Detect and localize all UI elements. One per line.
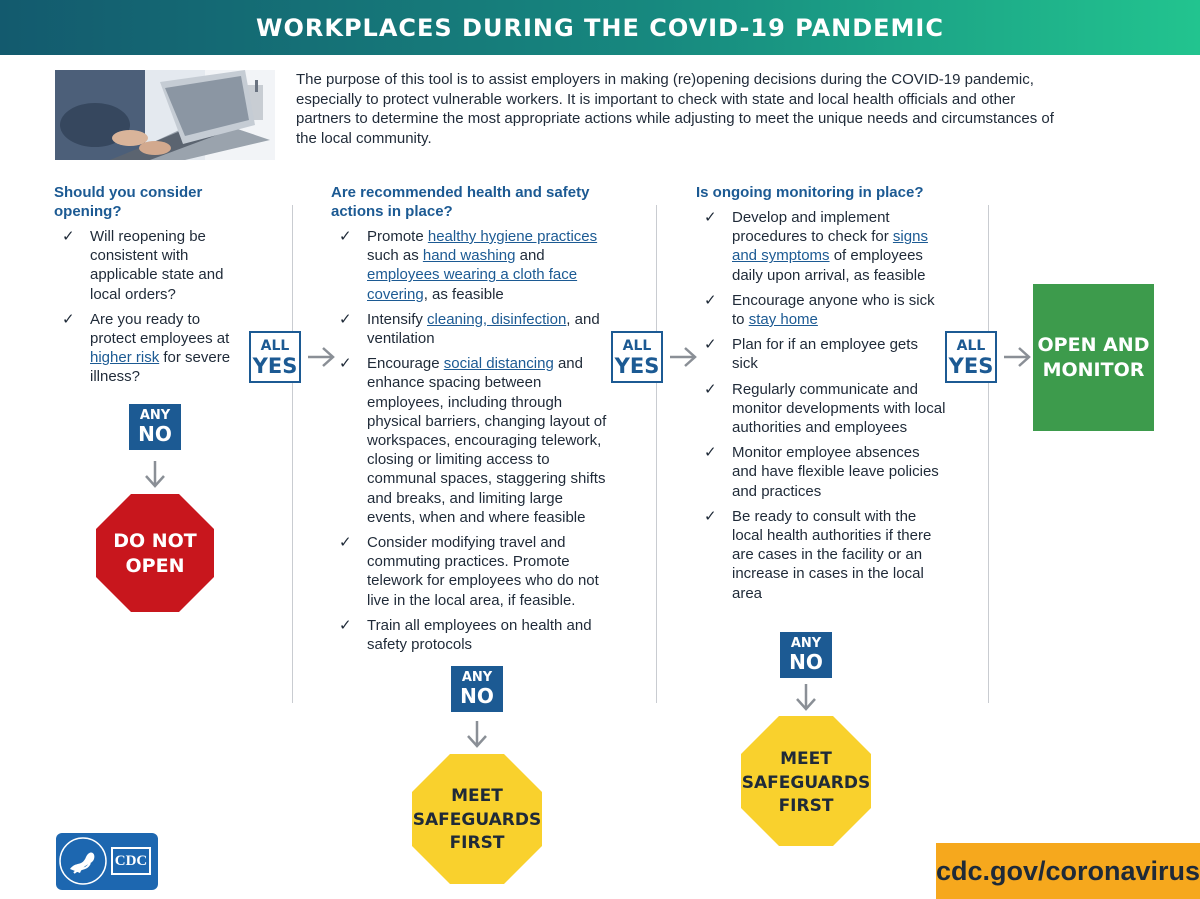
- stop-text: OPEN: [125, 555, 185, 577]
- item-text: Are you ready to protect employees at: [90, 310, 230, 348]
- item-text: Intensify: [367, 310, 428, 328]
- col3-checklist: [696, 208, 946, 609]
- column-divider: [656, 205, 657, 703]
- safeguards-text: SAFEGUARDS: [412, 809, 542, 830]
- list-item: [54, 310, 249, 387]
- all-yes-label: ALL: [956, 338, 986, 354]
- open-label: MONITOR: [1042, 358, 1145, 381]
- right-arrow-icon: [1002, 346, 1032, 368]
- stay-home-link[interactable]: stay home: [748, 311, 818, 329]
- hygiene-link[interactable]: healthy hygiene practices: [427, 228, 598, 245]
- item-text: and: [515, 247, 545, 265]
- safeguards-text: MEET: [780, 749, 832, 769]
- list-item: [696, 507, 946, 603]
- check-icon: ✓: [339, 534, 352, 552]
- check-icon: ✓: [339, 228, 352, 245]
- item-text: Monitor employee absences and have flexible leave policies and practices: [732, 444, 939, 500]
- check-icon: ✓: [704, 291, 717, 309]
- stop-text: DO NOT: [113, 530, 197, 552]
- list-item: [696, 291, 946, 329]
- item-text: of employees daily upon arrival, as feasible: [732, 247, 926, 284]
- meet-safeguards-label: [412, 785, 542, 856]
- item-text: such as: [367, 247, 423, 265]
- all-yes-label: ALL: [260, 338, 290, 354]
- page-title: WORKPLACES DURING THE COVID-19 PANDEMIC: [256, 13, 944, 42]
- col3-title: Is ongoing monitoring in place?: [696, 184, 924, 201]
- any-no-label: ANY: [139, 408, 171, 423]
- item-text: Plan for if an employee gets sick: [732, 336, 918, 373]
- list-item: [331, 354, 609, 527]
- all-yes-label: YES: [252, 354, 298, 378]
- any-no-label: NO: [789, 650, 823, 674]
- item-text: , and ventilation: [367, 310, 600, 348]
- down-arrow-icon: [466, 719, 488, 749]
- all-yes-label: YES: [948, 354, 994, 378]
- list-item: [331, 227, 609, 304]
- signs-symptoms-link[interactable]: signs and symptoms: [732, 228, 928, 265]
- list-item: [696, 335, 946, 373]
- item-text: for severe illness?: [90, 349, 231, 386]
- check-icon: ✓: [704, 380, 717, 398]
- check-icon: ✓: [62, 228, 75, 245]
- down-arrow-icon: [795, 682, 817, 712]
- safeguards-text: MEET: [451, 786, 503, 806]
- safeguards-text: FIRST: [778, 796, 834, 816]
- item-text: Be ready to consult with the local health authorities if there are cases in the facility or an increase in cases in the local area: [732, 507, 932, 602]
- all-yes-label: YES: [614, 354, 660, 378]
- list-item: [696, 443, 946, 501]
- item-text: Will reopening be consistent with applicable state and local orders?: [90, 228, 224, 303]
- higher-risk-link[interactable]: higher risk: [90, 349, 160, 367]
- item-text: and enhance spacing between employees, including through physical barriers, changing layout of workspaces, encouraging telework, closing or limiting access to communal spaces, staggering shifts and breaks, and limiting large events, when and where feasible: [367, 355, 607, 526]
- list-item: [331, 310, 609, 348]
- right-arrow-icon: [306, 346, 336, 368]
- check-icon: ✓: [62, 310, 75, 328]
- any-no-box: [780, 632, 832, 678]
- open-and-monitor-box: [1033, 284, 1154, 431]
- all-yes-box: [611, 331, 663, 383]
- intro-text: The purpose of this tool is to assist employers in making (re)opening decisions during the COVID-19 pandemic, especially to protect vulnerable workers. It is important to check with state and local health officials and other partners to determine the most appropriate actions while adjusting to meet the unique needs and circumstances of the local community.: [296, 71, 1054, 147]
- any-no-box: [451, 666, 503, 712]
- header-banner: [0, 0, 1200, 55]
- item-text: Promote: [367, 228, 428, 245]
- cleaning-link[interactable]: cleaning, disinfection: [427, 310, 567, 328]
- check-icon: ✓: [704, 507, 717, 525]
- item-text: Consider modifying travel and commuting practices. Promote telework for employees who do not live in the local area, if feasible.: [367, 534, 599, 609]
- col1-checklist: [54, 227, 249, 393]
- item-text: Encourage anyone who is sick to: [732, 291, 935, 329]
- down-arrow-icon: [144, 459, 166, 489]
- check-icon: ✓: [339, 310, 352, 328]
- check-icon: ✓: [704, 209, 717, 226]
- any-no-label: ANY: [461, 670, 493, 685]
- face-covering-link[interactable]: employees wearing a cloth face covering: [367, 266, 578, 303]
- footer-url[interactable]: cdc.gov/coronavirus: [936, 843, 1200, 899]
- check-icon: ✓: [339, 616, 352, 634]
- open-label: OPEN AND: [1037, 333, 1150, 356]
- column-divider: [292, 205, 293, 703]
- col1-title: Should you consider opening?: [54, 184, 203, 220]
- col2-checklist: [331, 227, 609, 660]
- any-no-label: NO: [138, 422, 172, 446]
- list-item: [331, 616, 609, 654]
- right-arrow-icon: [668, 346, 698, 368]
- social-distancing-link[interactable]: social distancing: [443, 355, 554, 373]
- item-text: , as feasible: [423, 285, 504, 303]
- safeguards-text: SAFEGUARDS: [741, 772, 871, 793]
- check-icon: ✓: [339, 355, 352, 373]
- check-icon: ✓: [704, 444, 717, 462]
- item-text: Regularly communicate and monitor developments with local authorities and employees: [732, 380, 946, 437]
- list-item: [54, 227, 249, 304]
- laptop-photo: [55, 70, 275, 160]
- cdc-logo: [56, 833, 158, 890]
- meet-safeguards-label: [741, 748, 871, 819]
- do-not-open-label: [96, 529, 214, 579]
- cdc-logo-text: CDC: [114, 853, 148, 869]
- check-icon: ✓: [704, 336, 717, 354]
- col2-title: Are recommended health and safety actions in place?: [331, 184, 590, 220]
- item-text: Develop and implement procedures to check for: [732, 209, 893, 246]
- item-text: Train all employees on health and safety protocols: [367, 616, 592, 654]
- list-item: [696, 208, 946, 285]
- all-yes-box: [945, 331, 997, 383]
- any-no-label: NO: [460, 684, 494, 708]
- any-no-box: [129, 404, 181, 450]
- all-yes-box: [249, 331, 301, 383]
- any-no-label: ANY: [790, 636, 822, 651]
- safeguards-text: FIRST: [449, 833, 505, 853]
- item-text: Encourage: [367, 355, 444, 373]
- all-yes-label: ALL: [622, 338, 652, 354]
- list-item: [696, 380, 946, 438]
- hand-washing-link[interactable]: hand washing: [422, 247, 516, 265]
- column-divider: [988, 205, 989, 703]
- list-item: [331, 533, 609, 610]
